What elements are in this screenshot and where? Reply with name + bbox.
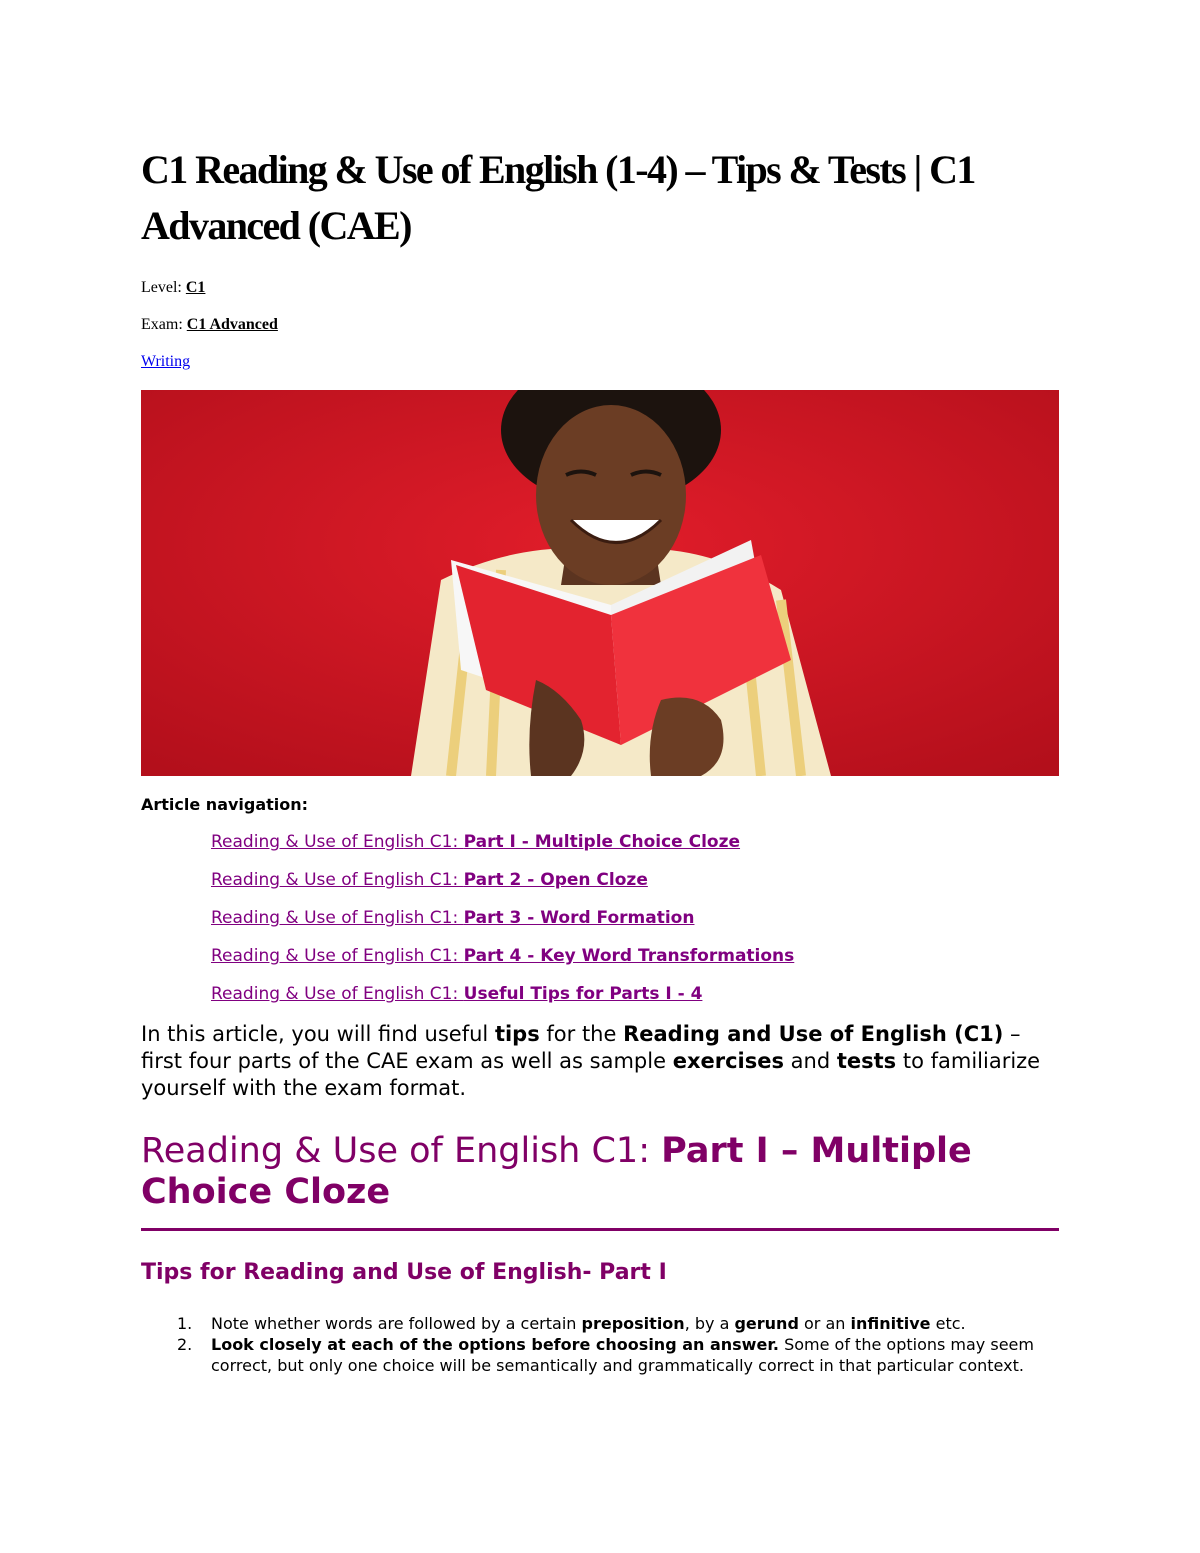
intro-emphasis: Reading and Use of English (C1) (623, 1022, 1004, 1046)
nav-link-prefix: Reading & Use of English C1: (211, 908, 464, 928)
article-navigation-label: Article navigation: (141, 795, 309, 814)
intro-emphasis: exercises (672, 1049, 784, 1073)
level-label: Level: (141, 279, 182, 296)
nav-link-part: Useful Tips for Parts I - 4 (463, 984, 703, 1004)
intro-text: and (783, 1049, 837, 1073)
nav-item-part-3 (211, 908, 794, 946)
nav-link-part-1[interactable] (211, 832, 740, 852)
nav-link-prefix: Reading & Use of English C1: (211, 832, 464, 852)
section-heading-strong: Part I – Multiple Choice Cloze (141, 1131, 972, 1212)
tip-item-1 (141, 1313, 1059, 1334)
nav-link-part: Part 3 - Word Formation (463, 908, 695, 928)
nav-link-useful-tips[interactable] (211, 984, 702, 1004)
tip-emphasis: preposition (581, 1314, 685, 1333)
section-heading-prefix: Reading & Use of English C1: (141, 1131, 662, 1171)
intro-emphasis: tips (494, 1022, 540, 1046)
tip-text: Some of the options may seem correct, but only one choice will be semantically and grammatically correct in that particular context. (211, 1335, 1034, 1375)
hero-illustration (141, 390, 1059, 776)
nav-link-part-2[interactable] (211, 870, 648, 890)
tips-subheading: Tips for Reading and Use of English- Part I (141, 1260, 667, 1285)
nav-item-useful-tips (211, 984, 794, 1022)
section-divider (141, 1228, 1059, 1231)
intro-paragraph (141, 1021, 1059, 1102)
article-navigation-list (211, 832, 794, 1022)
nav-item-part-1 (211, 832, 794, 870)
tip-emphasis: Look closely at each of the options before choosing an answer. (211, 1335, 779, 1354)
nav-link-part: Part 2 - Open Cloze (463, 870, 648, 890)
nav-item-part-2 (211, 870, 794, 908)
page-title: C1 Reading & Use of English (1-4) – Tips & Tests | C1 Advanced (CAE) (141, 147, 975, 248)
category-link-writing[interactable]: Writing (141, 353, 191, 370)
exam-label: Exam: (141, 316, 183, 333)
tip-text: Note whether words are followed by a certain (211, 1314, 582, 1333)
nav-link-prefix: Reading & Use of English C1: (211, 946, 464, 966)
tip-number: 1. (177, 1314, 193, 1333)
nav-link-part-3[interactable] (211, 908, 694, 928)
tip-number: 2. (177, 1335, 193, 1354)
tip-emphasis: infinitive (850, 1314, 931, 1333)
intro-text: – first four parts of the CAE exam as well as sample (141, 1022, 1021, 1073)
intro-text: for the (539, 1022, 624, 1046)
nav-link-part: Part I - Multiple Choice Cloze (463, 832, 741, 852)
nav-link-prefix: Reading & Use of English C1: (211, 870, 464, 890)
tip-text: or an (798, 1314, 851, 1333)
exam-value-link[interactable]: C1 Advanced (186, 316, 278, 333)
intro-text: In this article, you will find useful (141, 1022, 495, 1046)
nav-link-part-4[interactable] (211, 946, 794, 966)
tip-item-2 (141, 1334, 1059, 1376)
nav-link-part: Part 4 - Key Word Transformations (463, 946, 795, 966)
tip-emphasis: gerund (734, 1314, 799, 1333)
level-line (141, 278, 205, 298)
hero-image (141, 390, 1059, 776)
tips-list (141, 1313, 1059, 1376)
tip-text: , by a (684, 1314, 735, 1333)
section-heading-part-1 (141, 1131, 1059, 1213)
nav-item-part-4 (211, 946, 794, 984)
level-value-link[interactable]: C1 (185, 279, 206, 296)
intro-emphasis: tests (836, 1049, 897, 1073)
intro-text: to familiarize yourself with the exam format. (141, 1049, 1041, 1100)
nav-link-prefix: Reading & Use of English C1: (211, 984, 464, 1004)
tip-text: etc. (930, 1314, 966, 1333)
exam-line (141, 315, 278, 335)
